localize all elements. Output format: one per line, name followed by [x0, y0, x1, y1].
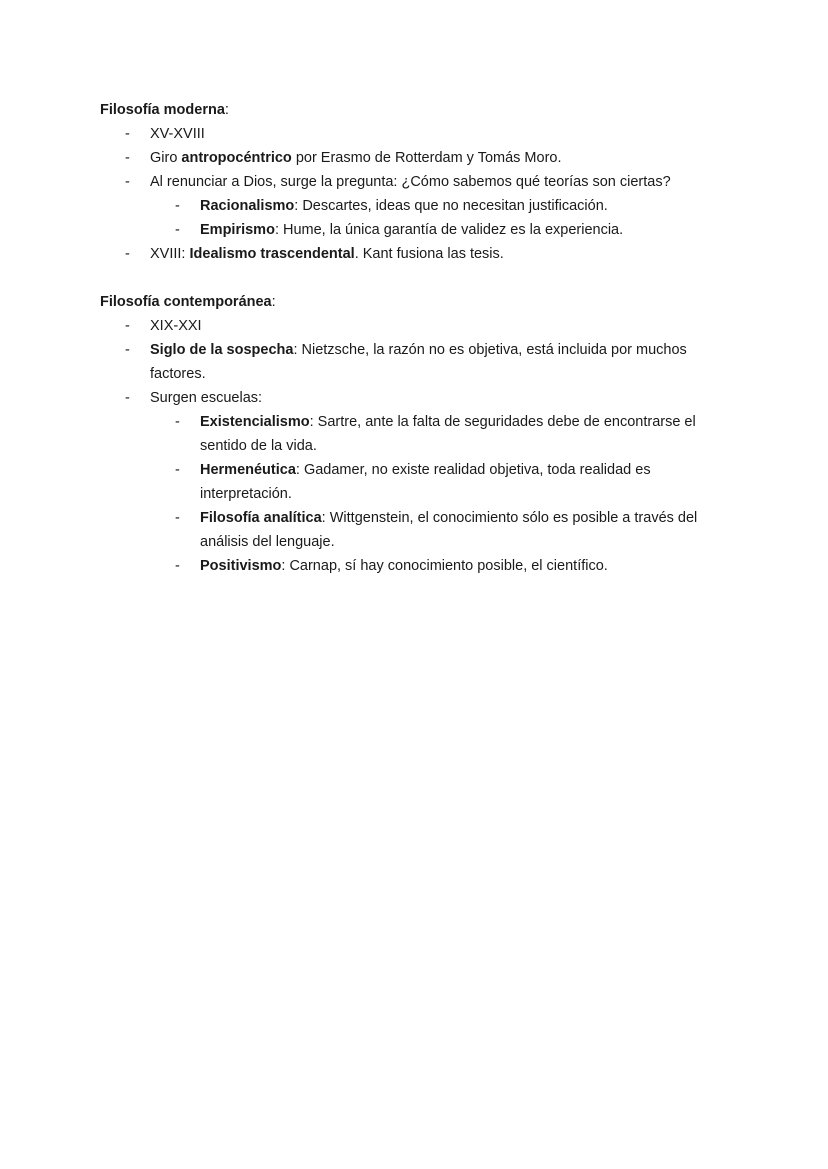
item-bold-term: Existencialismo — [200, 414, 310, 430]
sub-list-item — [150, 554, 740, 578]
dash-bullet: - — [125, 318, 130, 334]
section-title-text: Filosofía moderna — [100, 102, 225, 118]
item-text: Al renunciar a Dios, surge la pregunta: ¿Cómo sabemos qué teorías son ciertas? — [150, 174, 671, 190]
bullet-list — [100, 122, 740, 266]
sub-list-item — [150, 458, 740, 506]
bullet-list — [100, 314, 740, 578]
dash-bullet: - — [175, 558, 180, 574]
item-text: XV-XVIII — [150, 126, 205, 142]
item-text: XVIII: — [150, 246, 190, 262]
item-text: por Erasmo de Rotterdam y Tomás Moro. — [291, 150, 562, 166]
dash-bullet: - — [125, 174, 130, 190]
item-bold-term: Hermenéutica — [200, 462, 296, 478]
dash-bullet: - — [125, 150, 130, 166]
dash-bullet: - — [175, 510, 180, 526]
dash-bullet: - — [125, 246, 130, 262]
sub-list-item — [150, 506, 740, 554]
dash-bullet: - — [125, 390, 130, 406]
section-title — [100, 290, 740, 314]
item-text: : Sartre, ante la falta de seguridades debe de encontrarse el sentido de la vida. — [200, 414, 696, 454]
sub-list-item — [150, 218, 740, 242]
item-text: : Descartes, ideas que no necesitan justificación. — [294, 198, 608, 214]
item-text: : Hume, la única garantía de validez es la experiencia. — [274, 222, 624, 238]
list-item — [100, 242, 740, 266]
section-title — [100, 98, 740, 122]
item-text: . Kant fusiona las tesis. — [354, 246, 504, 262]
document-content — [100, 98, 740, 578]
section-title-text: Filosofía contemporánea — [100, 294, 272, 310]
item-bold-term: Idealismo trascendental — [189, 246, 355, 262]
item-text: : Wittgenstein, el conocimiento sólo es posible a través del análisis del lenguaje. — [200, 510, 698, 550]
list-item — [100, 122, 740, 146]
sub-bullet-list — [150, 410, 740, 578]
item-bold-term: Empirismo — [200, 222, 275, 238]
dash-bullet: - — [125, 342, 130, 358]
item-bold-term: Positivismo — [200, 558, 282, 574]
item-text: : Nietzsche, la razón no es objetiva, está incluida por muchos factores. — [150, 342, 687, 382]
dash-bullet: - — [175, 198, 180, 214]
dash-bullet: - — [175, 414, 180, 430]
list-item — [100, 314, 740, 338]
section-title-colon: : — [271, 294, 276, 310]
item-bold-term: antropocéntrico — [181, 150, 292, 166]
item-text: XIX-XXI — [150, 318, 202, 334]
item-text: Surgen escuelas: — [150, 390, 263, 406]
sub-list-item — [150, 410, 740, 458]
list-item — [100, 170, 740, 242]
list-item — [100, 386, 740, 578]
sub-bullet-list — [150, 194, 740, 242]
section-filosofia-moderna — [100, 98, 740, 266]
item-bold-term: Filosofía analítica — [200, 510, 322, 526]
dash-bullet: - — [175, 222, 180, 238]
item-text: : Gadamer, no existe realidad objetiva, toda realidad es interpretación. — [200, 462, 651, 502]
section-title-colon: : — [224, 102, 229, 118]
section-filosofia-contemporanea — [100, 290, 740, 578]
list-item — [100, 146, 740, 170]
list-item — [100, 338, 740, 386]
dash-bullet: - — [125, 126, 130, 142]
item-text: Giro — [150, 150, 182, 166]
dash-bullet: - — [175, 462, 180, 478]
sub-list-item — [150, 194, 740, 218]
item-text: : Carnap, sí hay conocimiento posible, el científico. — [281, 558, 608, 574]
item-bold-term: Siglo de la sospecha — [150, 342, 294, 358]
item-bold-term: Racionalismo — [200, 198, 295, 214]
